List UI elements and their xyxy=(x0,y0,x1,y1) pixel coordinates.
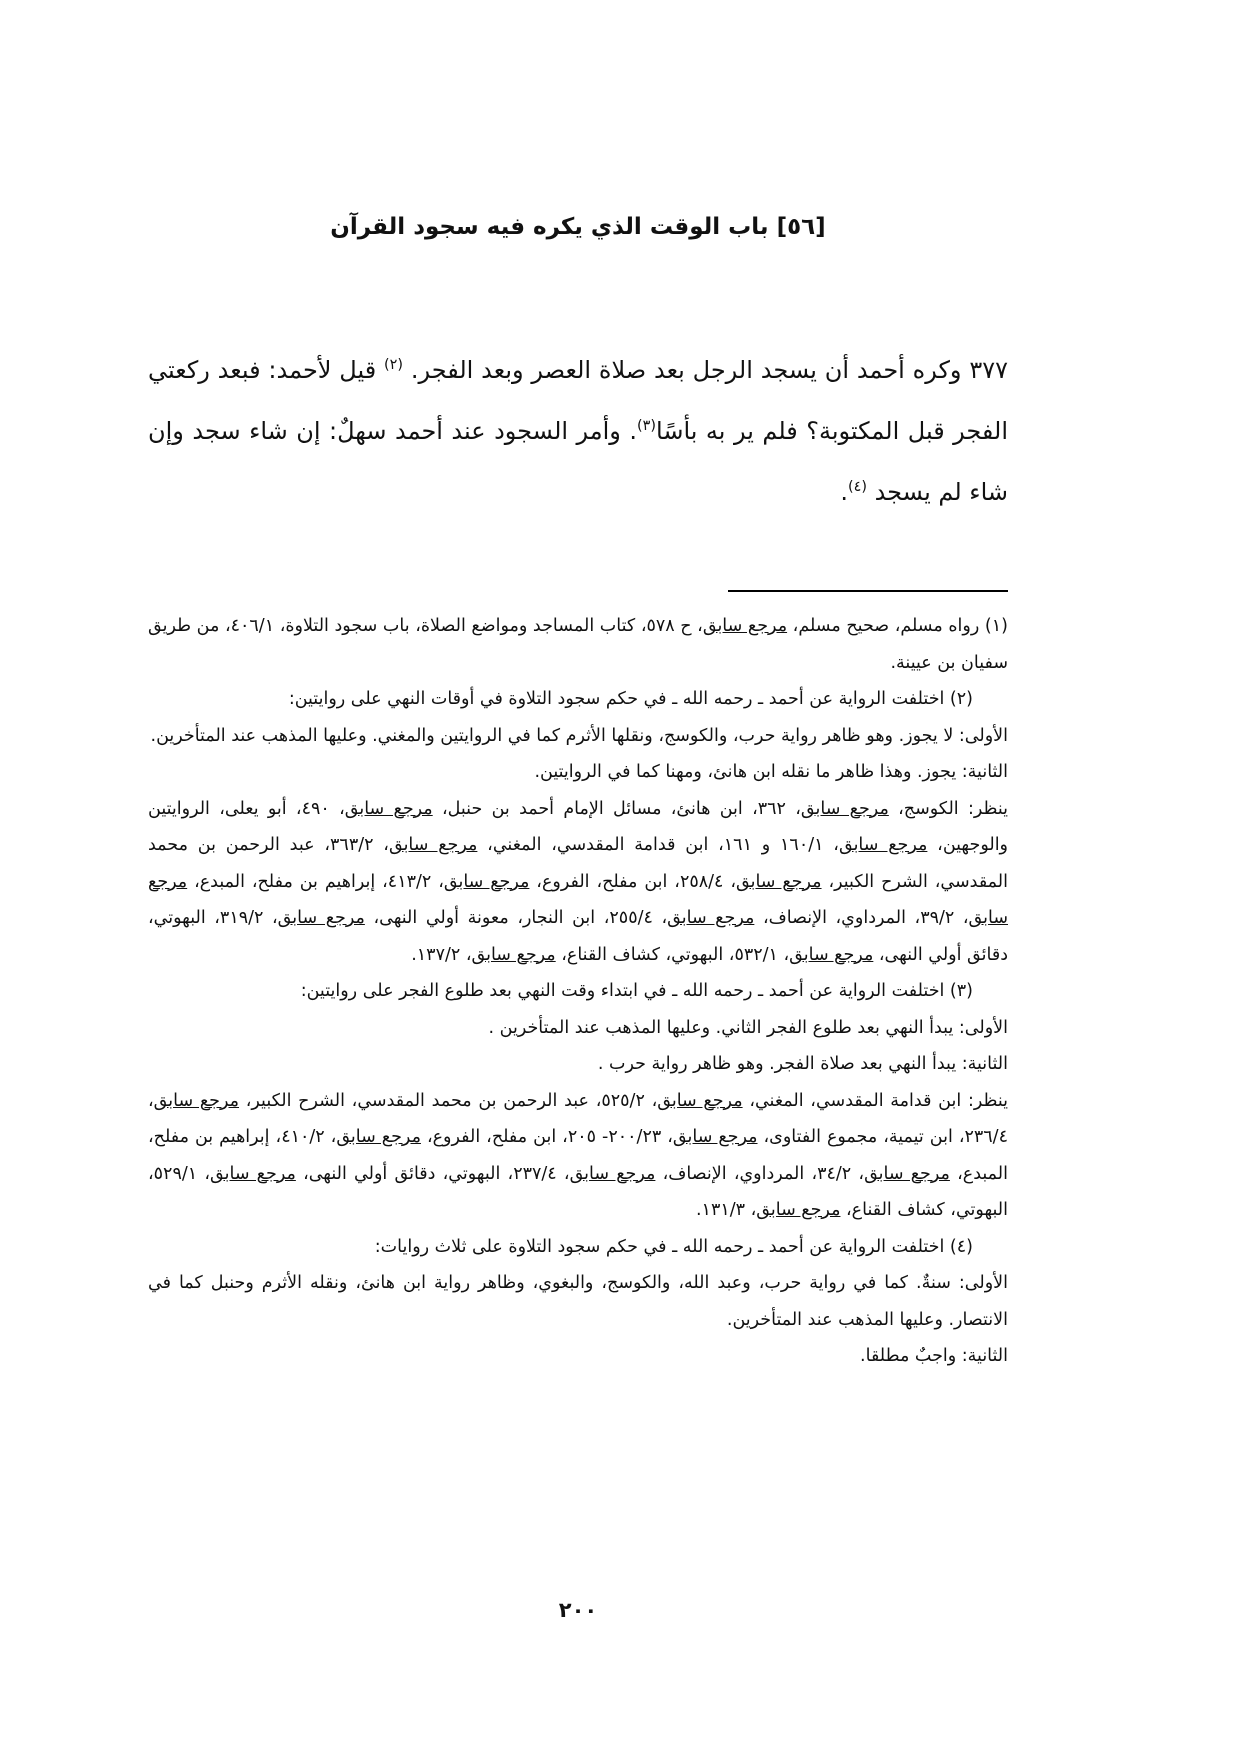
footnote-text: ينظر: ابن قدامة المقدسي، المغني، xyxy=(742,1090,1009,1111)
text-segment: قيل لأحمد: فبعد ركعتي الفجر قبل المكتوبة؟ فلم ير به بأسًا xyxy=(148,356,1009,445)
reference-link: مرجع سابق xyxy=(657,1090,743,1111)
footnote-text: ، ٥٢٩/١، البهوتي، كشاف القناع، xyxy=(148,1163,1008,1220)
reference-link: مرجع سابق xyxy=(153,1090,240,1111)
footnote-text: ، ح ٥٧٨، كتاب المساجد ومواضع الصلاة، باب سجود التلاوة، ٤٠٦/١، من طريق سفيان بن عيينة. xyxy=(148,616,1008,673)
main-text xyxy=(148,340,1008,523)
footnote-text: ، ١٣١/٣. xyxy=(695,1200,757,1220)
reference-link: مرجع سابق xyxy=(344,798,433,819)
footnote-2-first: الأولى: لا يجوز. وهو ظاهر رواية حرب، والكوسج، ونقلها الأثرم كما في الروايتين والمغني. وعليها المذهب عند المتأخرين. xyxy=(150,725,1008,746)
footnote-4-first: الأولى: سنةٌ. كما في رواية حرب، وعبد الله، والكوسج، والبغوي، وظاهر رواية ابن هانئ، ونقله الأثرم وحنبل كما في الانتصار. وعليها المذهب عند المتأخرين. xyxy=(148,1273,1008,1330)
footnote-text: ، ٥٣٢/١، البهوتي، كشاف القناع، xyxy=(555,944,790,965)
footnote-3-second: الثانية: يبدأ النهي بعد صلاة الفجر. وهو ظاهر رواية حرب . xyxy=(597,1054,1008,1074)
footnote-text: ، ٥٢٥/٢، عبد الرحمن بن محمد المقدسي، الشرح الكبير، xyxy=(239,1090,658,1111)
reference-link: مرجع سابق xyxy=(702,616,788,636)
reference-link: مرجع سابق xyxy=(471,944,556,965)
footnote-text: ، ٣٦٣/٢، عبد الرحمن بن محمد المقدسي، الشرح الكبير، xyxy=(148,835,1008,892)
reference-link: مرجع سابق xyxy=(800,798,889,819)
footnotes xyxy=(148,608,1008,1375)
footnote-text: ، ١٣٧/٢. xyxy=(411,944,472,965)
footnote-text: ، ٤٩٠، أبو يعلى، الروايتين والوجهين، xyxy=(148,798,1009,855)
footnote-2-second: الثانية: يجوز. وهذا ظاهر ما نقله ابن هانئ، ومهنا كما في الروايتين. xyxy=(534,762,1008,782)
reference-link: مرجع سابق xyxy=(210,1163,296,1184)
reference-link: مرجع سابق xyxy=(336,1127,421,1147)
footnote-text: ، ٤١٠/٢، إبراهيم بن مفلح، المبدع، xyxy=(148,1127,1008,1184)
footnote-separator xyxy=(728,590,1008,592)
footnote-3-refs xyxy=(148,1083,1008,1229)
reference-link: مرجع سابق xyxy=(736,871,822,892)
footnote-text: ، ٢٥٥/٤، ابن النجار، معونة أولي النهى، xyxy=(364,908,668,928)
reference-link: مرجع سابق xyxy=(672,1127,758,1147)
reference-link: مرجع سابق xyxy=(667,908,755,928)
text-segment: . وأمر السجود عند أحمد سهلٌ: إن شاء سجد وإن شاء لم يسجد xyxy=(148,417,1008,506)
footnote-text: (١) رواه مسلم، صحيح مسلم، xyxy=(787,616,1008,636)
footnote-3-heading: (٣) اختلفت الرواية عن أحمد ـ رحمه الله ـ في ابتداء وقت النهي بعد طلوع الفجر على روايتين: xyxy=(300,981,973,1001)
footnote-4-second: الثانية: واجبٌ مطلقا. xyxy=(860,1346,1008,1366)
reference-link: مرجع سابق xyxy=(864,1163,950,1184)
footnote-text: ينظر: الكوسج، xyxy=(888,798,1009,819)
footnote-4-heading: (٤) اختلفت الرواية عن أحمد ـ رحمه الله ـ في حكم سجود التلاوة على ثلاث روايات: xyxy=(374,1236,973,1257)
chapter-heading: [٥٦] باب الوقت الذي يكره فيه سجود القرآن xyxy=(330,214,826,240)
text-segment: . xyxy=(840,478,848,506)
footnote-text: ، ٣٤/٢، المرداوي، الإنصاف، xyxy=(655,1163,865,1184)
footnote-text: ، ٢٣٧/٤، البهوتي، دقائق أولي النهى، xyxy=(295,1163,570,1184)
reference-link: مرجع سابق xyxy=(838,835,928,855)
text-segment: ٣٧٧ وكره أحمد أن يسجد الرجل بعد صلاة العصر وبعد الفجر. xyxy=(403,356,1009,384)
footnote-marker: (٣) xyxy=(637,418,657,434)
footnote-text: ، ٣٩/٢، المرداوي، الإنصاف، xyxy=(754,908,969,928)
reference-link: مرجع سابق xyxy=(756,1200,841,1220)
main-paragraph xyxy=(148,340,1008,523)
reference-link: مرجع سابق xyxy=(277,908,365,928)
footnote-text: ، ١٦٠/١ و ١٦١، ابن قدامة المقدسي، المغني، xyxy=(477,835,839,855)
footnote-2-heading: (٢) اختلفت الرواية عن أحمد ـ رحمه الله ـ في حكم سجود التلاوة في أوقات النهي على روايتين: xyxy=(288,689,973,709)
footnote-text: ، ٤١٣/٢، إبراهيم بن مفلح، المبدع، xyxy=(187,871,444,892)
reference-link: مرجع سابق xyxy=(148,871,1008,928)
reference-link: مرجع سابق xyxy=(388,835,478,855)
document-page xyxy=(148,0,1008,1754)
footnote-3-first: الأولى: يبدأ النهي بعد طلوع الفجر الثاني. وعليها المذهب عند المتأخرين . xyxy=(488,1017,1008,1038)
footnote-text: ، ٣١٩/٢، البهوتي، دقائق أولي النهى، xyxy=(148,908,1008,965)
footnote-text: ، ٢٠٠/٢٣- ٢٠٥، ابن مفلح، الفروع، xyxy=(420,1127,673,1147)
footnote-1 xyxy=(148,608,1008,681)
footnote-marker: (٢) xyxy=(384,357,404,373)
page-number: ٢٠٠ xyxy=(558,1598,598,1622)
footnote-text: ، ٣٦٢، ابن هانئ، مسائل الإمام أحمد بن حنبل، xyxy=(432,798,801,819)
reference-link: مرجع سابق xyxy=(443,871,530,892)
footnote-2-refs xyxy=(148,791,1008,974)
reference-link: مرجع سابق xyxy=(789,944,874,965)
footnote-marker: (٤) xyxy=(847,479,867,495)
reference-link: مرجع سابق xyxy=(569,1163,656,1184)
footnote-text: ، ٢٥٨/٤، ابن مفلح، الفروع، xyxy=(529,871,736,892)
footnote-text: ، ٢٣٦/٤، ابن تيمية، مجموع الفتاوى، xyxy=(148,1090,1008,1147)
